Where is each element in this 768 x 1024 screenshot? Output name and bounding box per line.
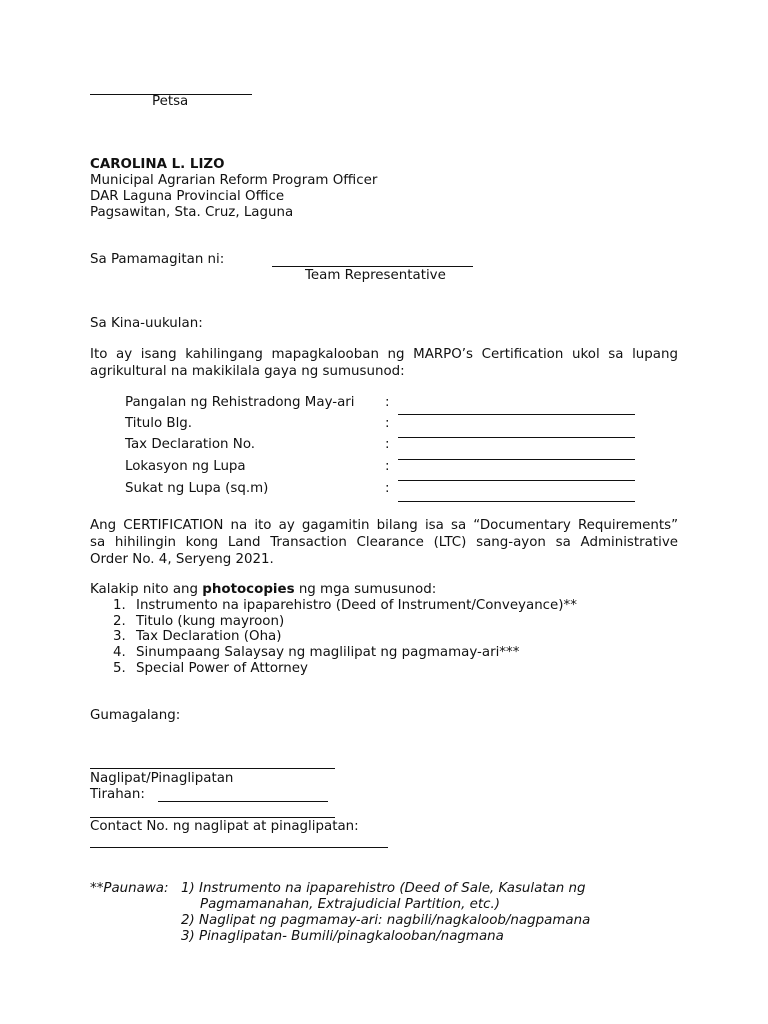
attachment-num-5: 5. [113,661,126,676]
intro-line-2: agrikultural na makikilala gaya ng sumusunod: [90,364,405,379]
attachment-num-1: 1. [113,598,126,613]
addressee-office: DAR Laguna Provincial Office [90,189,285,204]
field-colon-owner: : [385,395,390,410]
address-line-2 [90,817,335,818]
attachment-text-3: Tax Declaration (Oha) [136,629,282,644]
attachments-intro [90,582,436,598]
field-colon-area: : [385,481,390,496]
address-label: Tirahan: [90,787,145,802]
field-label-title: Titulo Blg. [125,416,193,431]
intro-paragraph [90,347,678,381]
field-line-area [398,501,635,502]
field-label-owner: Pangalan ng Rehistradong May-ari [125,395,355,410]
note-1b: Pagmamanahan, Extrajudicial Partition, etc.) [200,897,500,912]
notes-prefix: **Paunawa: [90,881,169,896]
through-signature-line [272,266,473,267]
purpose-line-3: Order No. 4, Seryeng 2021. [90,552,274,567]
attachment-text-1: Instrumento na ipaparehistro (Deed of Instrument/Conveyance)** [136,598,577,613]
attachments-intro-post: ng mga sumusunod: [294,582,437,597]
field-colon-taxdec: : [385,437,390,452]
field-label-location: Lokasyon ng Lupa [125,459,246,474]
field-line-taxdec [398,459,635,460]
contact-label: Contact No. ng naglipat at pinaglipatan: [90,819,359,834]
signature-label: Naglipat/Pinaglipatan [90,771,234,786]
note-3: 3) Pinaglipatan- Bumili/pinagkalooban/nagmana [181,929,504,944]
note-2: 2) Naglipat ng pagmamay-ari: nagbili/nagkaloob/nagpamana [181,913,591,928]
attachment-text-2: Titulo (kung mayroon) [136,614,285,629]
attachment-text-4: Sinumpaang Salaysay ng maglilipat ng pagmamay-ari*** [136,645,520,660]
purpose-line-1: Ang CERTIFICATION na ito ay gagamitin bilang isa sa “Documentary Requirements” [90,518,678,533]
addressee-position: Municipal Agrarian Reform Program Officer [90,173,378,188]
address-line [158,801,328,802]
addressee-address: Pagsawitan, Sta. Cruz, Laguna [90,205,294,220]
contact-line [90,847,388,848]
purpose-line-2: sa hihilingin kong Land Transaction Clearance (LTC) sang-ayon sa Administrative [90,535,678,550]
field-line-owner [398,414,635,415]
salutation: Sa Kina-uukulan: [90,316,203,331]
field-colon-location: : [385,459,390,474]
note-1a: 1) Instrumento na ipaparehistro (Deed of Sale, Kasulatan ng [181,881,586,896]
attachments-intro-pre: Kalakip nito ang [90,582,203,597]
through-sub-label: Team Representative [305,268,446,283]
attachment-num-4: 4. [113,645,126,660]
signature-line [90,768,335,769]
field-colon-title: : [385,416,390,431]
through-label: Sa Pamamagitan ni: [90,252,225,267]
attachment-num-2: 2. [113,614,126,629]
intro-line-1: Ito ay isang kahilingang mapagkalooban ng MARPO’s Certification ukol sa lupang [90,347,678,362]
closing: Gumagalang: [90,708,181,723]
attachment-num-3: 3. [113,629,126,644]
purpose-paragraph [90,518,678,569]
field-line-location [398,480,635,481]
field-label-area: Sukat ng Lupa (sq.m) [125,481,269,496]
date-label: Petsa [152,94,189,109]
attachments-intro-bold: photocopies [202,582,295,597]
field-label-taxdec: Tax Declaration No. [125,437,256,452]
attachment-text-5: Special Power of Attorney [136,661,308,676]
addressee-name: CAROLINA L. LIZO [90,157,225,172]
field-line-title [398,437,635,438]
